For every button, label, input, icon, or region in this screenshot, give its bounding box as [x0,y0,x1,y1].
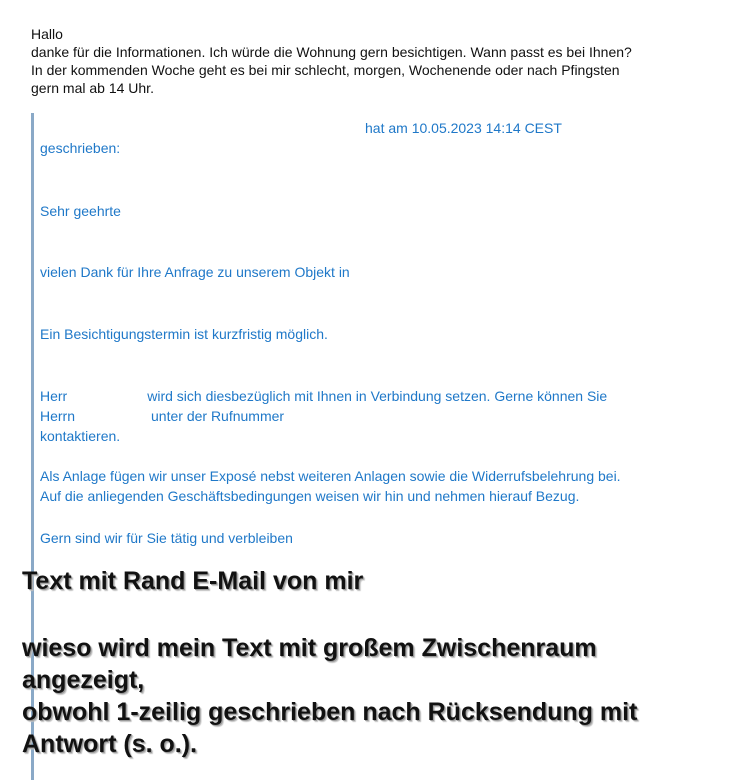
quote-appointment: Ein Besichtigungstermin ist kurzfristig möglich. [40,326,328,342]
quote-contact-line-2 [40,406,730,426]
annotation-line-4: Antwort (s. o.). [22,730,197,758]
reply-line-1: danke für die Informationen. Ich würde die Wohnung gern besichtigen. Wann passt es bei Ihnen? [31,44,632,60]
quote-header: hat am 10.05.2023 14:14 CEST [365,120,562,136]
quote-contact-e: kontaktieren. [40,428,121,444]
annotation-overlay [22,565,742,760]
quote-contact-a: Herr [40,388,68,404]
annotation-line-3: obwohl 1-zeilig geschrieben nach Rücksendung mit [22,698,638,726]
quote-contact-d: unter der Rufnummer [151,408,285,424]
quote-contact-c: Herrn [40,408,76,424]
quote-closing: Gern sind wir für Sie tätig und verbleiben [40,530,293,546]
annotation-title: Text mit Rand E-Mail von mir [22,567,364,595]
quote-thanks: vielen Dank für Ihre Anfrage zu unserem Objekt in [40,264,350,280]
annotation-line-2: angezeigt, [22,666,145,694]
annotation-line-1: wieso wird mein Text mit großem Zwischenraum [22,634,597,662]
quote-contact-line-1 [40,386,730,406]
quote-contact-b: wird sich diesbezüglich mit Ihnen in Verbindung setzen. Gerne können Sie [147,388,608,404]
reply-text [31,25,731,97]
quote-salutation: Sehr geehrte [40,203,121,219]
reply-greeting: Hallo [31,26,63,42]
reply-line-2: In der kommenden Woche geht es bei mir schlecht, morgen, Wochenende oder nach Pfingsten [31,62,620,78]
quoted-email [40,118,730,548]
quote-attachment-1: Als Anlage fügen wir unser Exposé nebst weiteren Anlagen sowie die Widerrufsbelehrung bei. [40,468,621,484]
quote-header-2: geschrieben: [40,140,121,156]
reply-line-3: gern mal ab 14 Uhr. [31,80,154,96]
quote-header-line [40,118,730,138]
quote-attachment-2: Auf die anliegenden Geschäftsbedingungen weisen wir hin und nehmen hierauf Bezug. [40,488,580,504]
